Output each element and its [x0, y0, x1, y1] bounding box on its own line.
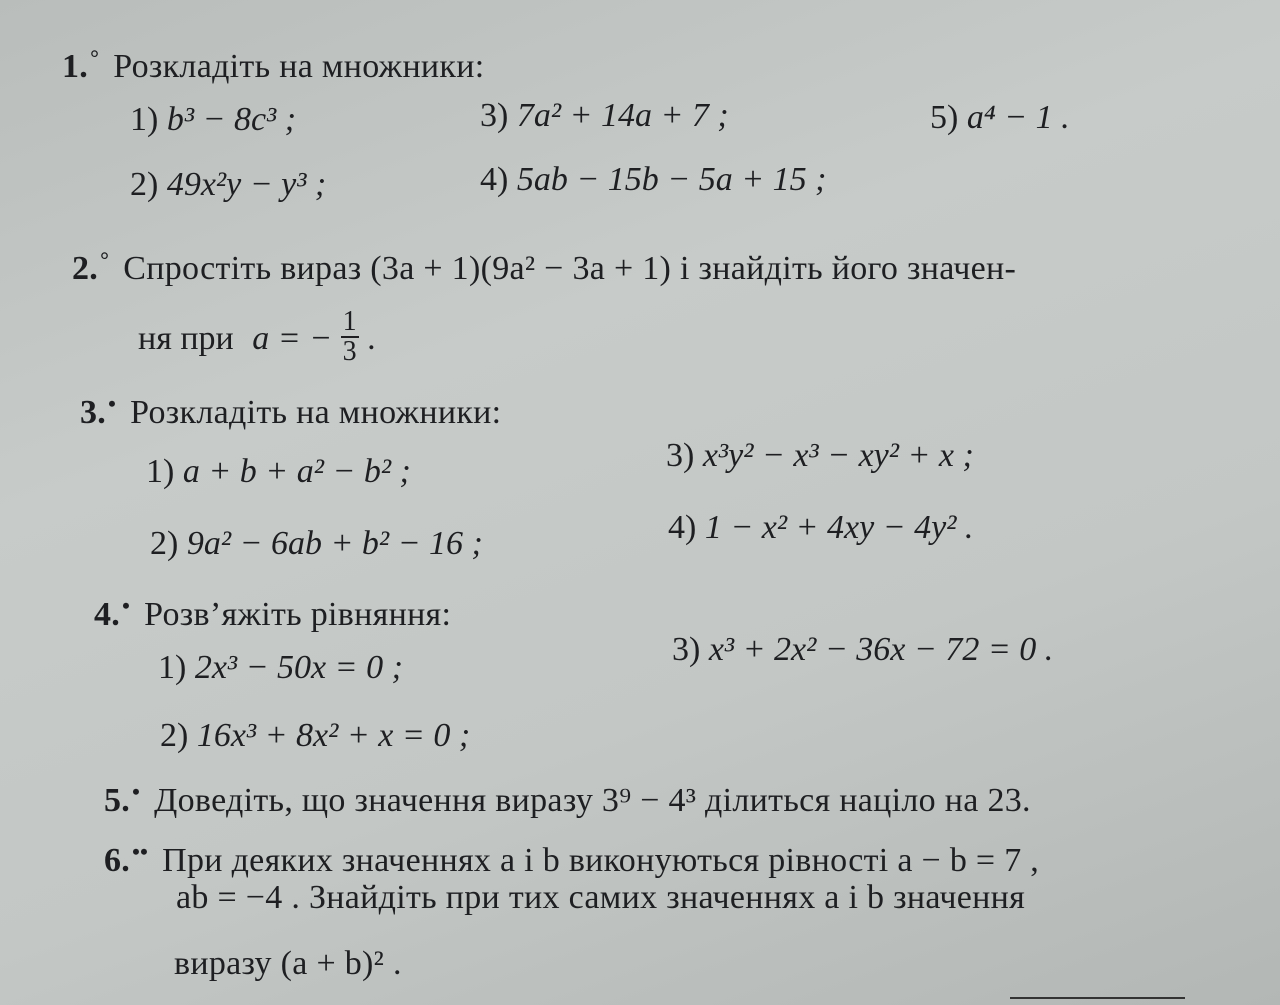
item-label: 2) — [150, 525, 179, 562]
fraction-denominator: 3 — [342, 336, 357, 367]
task-3-heading — [80, 384, 501, 433]
task-number: 4. — [94, 596, 121, 633]
divider-line — [1010, 997, 1185, 999]
item-expression: 16x³ + 8x² + x = 0 ; — [196, 717, 471, 754]
task-6-line-2 — [176, 878, 1025, 918]
task-title: Доведіть, що значення виразу 3⁹ − 4³ ділиться націло на 23. — [154, 782, 1031, 819]
task-4-item-1 — [158, 648, 403, 688]
task-text: ня при — [138, 319, 234, 357]
task-expression: a = − — [252, 319, 333, 357]
item-label: 5) — [930, 99, 959, 136]
item-label: 3) — [666, 437, 695, 474]
difficulty-mark: ° — [100, 247, 110, 272]
item-label: 1) — [130, 101, 159, 138]
item-expression: 49x²y − y³ ; — [166, 166, 327, 203]
task-title: Розв’яжіть рівняння: — [144, 596, 452, 633]
task-4-heading — [94, 586, 451, 635]
item-expression: 9a² − 6ab + b² − 16 ; — [186, 525, 483, 562]
task-number: 6. — [104, 842, 131, 879]
task-3-item-2 — [150, 524, 483, 564]
fraction — [341, 308, 359, 366]
item-expression: 1 − x² + 4xy − 4y² . — [704, 509, 974, 546]
item-label: 2) — [130, 166, 159, 203]
task-3-item-1 — [146, 452, 411, 492]
task-1-item-4 — [480, 160, 826, 200]
task-number: 5. — [104, 782, 131, 819]
difficulty-mark: • — [122, 593, 131, 618]
difficulty-mark: • — [108, 391, 117, 416]
task-text: ab = −4 . Знайдіть при тих самих значеннях a і b значення — [176, 879, 1026, 916]
task-1-item-3 — [480, 96, 729, 136]
task-title: Розкладіть на множники: — [130, 394, 502, 431]
item-label: 2) — [160, 717, 189, 754]
task-2-line-2 — [138, 306, 376, 370]
task-1-item-5 — [930, 98, 1070, 138]
task-number: 2. — [72, 250, 99, 287]
task-text: При деяких значеннях a і b виконуються рівності a − b = 7 , — [162, 842, 1040, 879]
task-1-heading — [62, 38, 485, 87]
item-label: 3) — [480, 97, 509, 134]
item-label: 4) — [668, 509, 697, 546]
fraction-numerator: 1 — [342, 306, 357, 337]
item-expression: a + b + a² − b² ; — [182, 453, 411, 490]
item-expression: 7a² + 14a + 7 ; — [516, 97, 729, 134]
difficulty-mark: ° — [90, 45, 100, 70]
task-3-item-3 — [666, 436, 974, 476]
item-expression: 5ab − 15b − 5a + 15 ; — [516, 161, 827, 198]
item-label: 4) — [480, 161, 509, 198]
item-expression: a⁴ − 1 . — [966, 99, 1070, 136]
task-title: Розкладіть на множники: — [113, 48, 485, 85]
item-expression: 2x³ − 50x = 0 ; — [194, 649, 403, 686]
task-text-end: . — [367, 319, 376, 357]
item-label: 1) — [146, 453, 175, 490]
difficulty-mark: •• — [132, 839, 149, 864]
task-4-item-3 — [672, 630, 1053, 670]
item-label: 3) — [672, 631, 701, 668]
item-expression: x³ + 2x² − 36x − 72 = 0 . — [708, 631, 1054, 668]
task-number: 1. — [62, 48, 89, 85]
task-6-line-3 — [174, 944, 402, 984]
item-expression: x³y² − x³ − xy² + x ; — [702, 437, 974, 474]
task-5-heading — [104, 772, 1031, 821]
task-text: виразу (a + b)² . — [174, 945, 402, 982]
task-number: 3. — [80, 394, 107, 431]
task-2-heading — [72, 240, 1016, 289]
task-4-item-2 — [160, 716, 470, 756]
task-title: Спростіть вираз (3a + 1)(9a² − 3a + 1) і знайдіть його значен- — [123, 250, 1017, 287]
task-1-item-1 — [130, 100, 296, 140]
task-6-heading — [104, 832, 1039, 881]
task-1-item-2 — [130, 165, 326, 205]
task-3-item-4 — [668, 508, 973, 548]
item-label: 1) — [158, 649, 187, 686]
item-expression: b³ − 8c³ ; — [166, 101, 297, 138]
difficulty-mark: • — [132, 779, 141, 804]
